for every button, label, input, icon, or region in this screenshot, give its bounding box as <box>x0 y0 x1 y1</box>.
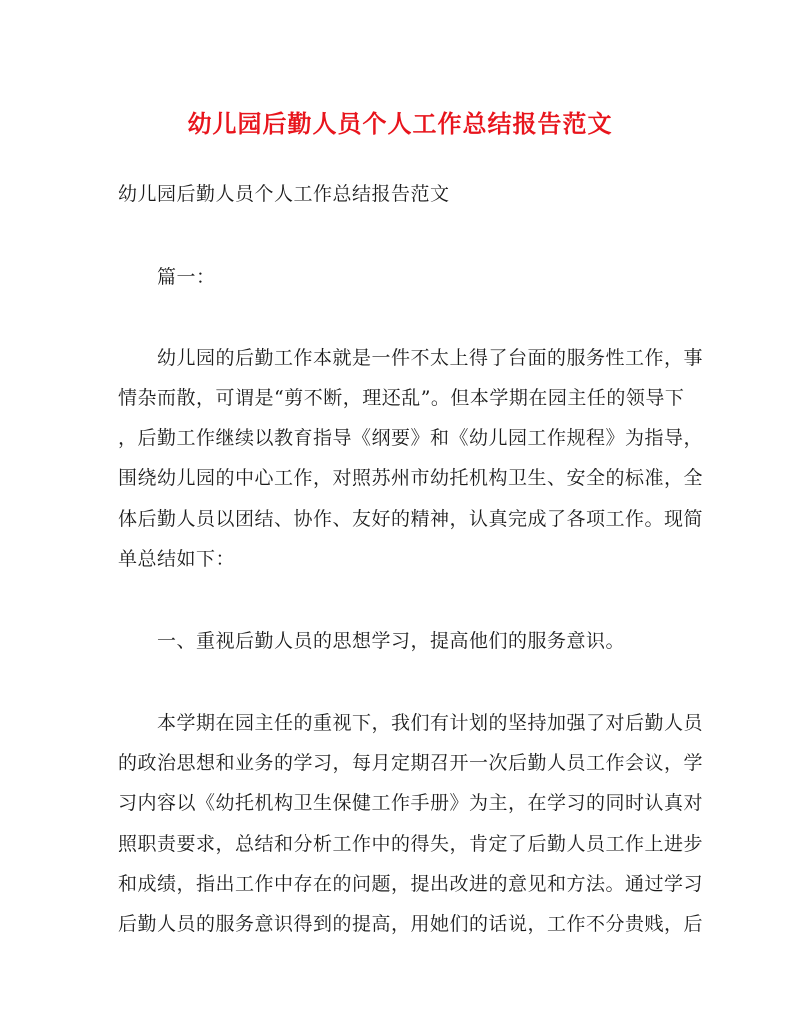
paragraph-line: 围绕幼儿园的中心工作，对照苏州市幼托机构卫生、安全的标准，全 <box>118 467 704 489</box>
paragraph-line: ，后勤工作继续以教育指导《纲要》和《幼儿园工作规程》为指导， <box>118 427 704 449</box>
paragraph-line: 照职责要求，总结和分析工作中的得失，肯定了后勤人员工作上进步 <box>118 833 704 855</box>
paragraph-line: 和成绩，指出工作中存在的问题，提出改进的意见和方法。通过学习 <box>118 873 704 895</box>
paragraph-line: 情杂而散，可谓是“剪不断，理还乱”。但本学期在园主任的领导下 <box>118 387 685 409</box>
paragraph-line: 体后勤人员以团结、协作、友好的精神，认真完成了各项工作。现简 <box>118 508 704 530</box>
section-label: 篇一： <box>157 266 216 288</box>
paragraph-line: 习内容以《幼托机构卫生保健工作手册》为主，在学习的同时认真对 <box>118 792 704 814</box>
document-title: 幼儿园后勤人员个人工作总结报告范文 <box>187 109 613 138</box>
paragraph-line: 幼儿园的后勤工作本就是一件不太上得了台面的服务性工作，事 <box>157 347 704 369</box>
document-subtitle: 幼儿园后勤人员个人工作总结报告范文 <box>118 183 450 205</box>
paragraph-line: 后勤人员的服务意识得到的提高，用她们的话说，工作不分贵贱，后 <box>118 913 704 935</box>
paragraph-line: 单总结如下： <box>118 548 236 570</box>
paragraph-line: 的政治思想和业务的学习，每月定期召开一次后勤人员工作会议，学 <box>118 752 704 774</box>
section-heading: 一、重视后勤人员的思想学习，提高他们的服务意识。 <box>157 630 626 652</box>
paragraph-line: 本学期在园主任的重视下，我们有计划的坚持加强了对后勤人员 <box>157 712 704 734</box>
